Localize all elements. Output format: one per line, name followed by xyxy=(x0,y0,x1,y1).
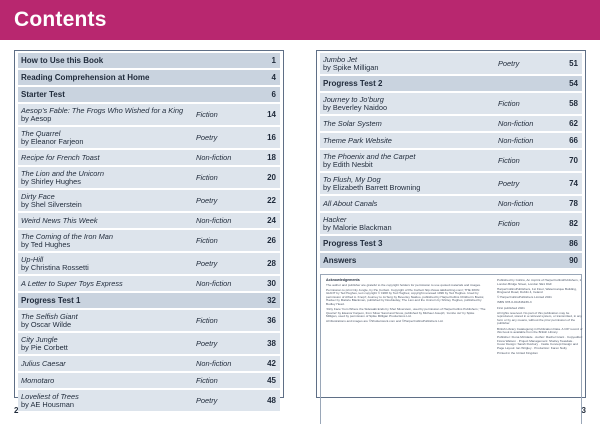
publisher-paragraph: Printed in the United Kingdom xyxy=(497,351,539,356)
entry-title-block xyxy=(21,154,277,162)
entry-title-block xyxy=(323,216,579,232)
contents-section-row xyxy=(18,53,280,68)
entry-page-number: 36 xyxy=(267,315,276,325)
entry-title-block xyxy=(323,240,579,248)
contents-entry-row xyxy=(18,333,280,354)
entry-title-block xyxy=(21,57,277,65)
entry-title: Reading Comprehension at Home xyxy=(21,72,150,82)
entry-title-block xyxy=(323,137,579,145)
entry-genre: Non-fiction xyxy=(196,215,232,225)
contents-entry-row xyxy=(320,173,582,194)
contents-entry-row xyxy=(320,116,582,131)
entry-page-number: 28 xyxy=(267,258,276,268)
entry-title-block xyxy=(323,257,579,265)
entry-title: Answers xyxy=(323,255,357,265)
entry-title: Up-Hill xyxy=(21,254,44,264)
contents-section-row xyxy=(320,253,582,268)
entry-title-block xyxy=(21,91,277,99)
entry-title-block xyxy=(323,80,579,88)
publisher-paragraph: First published 2021 xyxy=(497,305,525,310)
entry-page-number: 51 xyxy=(569,58,578,68)
contents-entry-row xyxy=(320,53,582,74)
publisher-paragraph: British Library Cataloguing in Publication Data. A CIP record of this book is available from the British Library. xyxy=(497,326,583,335)
entry-genre: Fiction xyxy=(196,315,218,325)
publisher-paragraph: Published by Collins, An imprint of HarperCollinsPublishers, 1 London Bridge Street, London SE1 9GF xyxy=(497,278,582,286)
acknowledgements-title: Acknowledgements xyxy=(326,278,360,282)
publisher-paragraph: All rights reserved. No part of this publication may be reproduced, stored in a retrieval system, or transmitted, in any form or by any means, without the prior permission of the publisher. xyxy=(497,310,582,326)
entry-page-number: 86 xyxy=(569,238,578,248)
ack-paragraph: All illustrations and images are ©Shutterstock.com and ©HarperCollinsPublishers Ltd. xyxy=(326,319,444,324)
entry-author: by Christina Rossetti xyxy=(21,262,89,272)
contents-entry-row xyxy=(18,127,280,148)
entry-page-number: 45 xyxy=(267,375,276,385)
entry-page-number: 38 xyxy=(267,338,276,348)
entry-author: by Oscar Wilde xyxy=(21,319,72,329)
entry-page-number: 1 xyxy=(271,55,276,65)
entry-genre: Fiction xyxy=(498,155,520,165)
page-number-right: 3 xyxy=(581,406,586,415)
entry-author: by Malorie Blackman xyxy=(323,222,392,232)
contents-list-right xyxy=(320,53,582,270)
contents-section-row xyxy=(18,70,280,85)
entry-title-block xyxy=(21,377,277,385)
entry-genre: Fiction xyxy=(196,235,218,245)
entry-title: The Solar System xyxy=(323,118,382,128)
entry-genre: Poetry xyxy=(196,258,218,268)
entry-title-block xyxy=(21,217,277,225)
entry-author: by Ted Hughes xyxy=(21,239,71,249)
entry-page-number: 14 xyxy=(267,109,276,119)
entry-title-block xyxy=(323,153,579,169)
acknowledgements-column-right xyxy=(497,279,583,357)
entry-page-number: 6 xyxy=(271,89,276,99)
entry-title-block xyxy=(21,107,277,123)
entry-genre: Fiction xyxy=(196,375,218,385)
contents-entry-row xyxy=(18,390,280,411)
entry-title-block xyxy=(323,200,579,208)
contents-entry-row xyxy=(18,230,280,251)
entry-title-block xyxy=(323,96,579,112)
publisher-paragraph: ISBN 978-0-00-846236-3 xyxy=(497,300,532,305)
entry-page-number: 58 xyxy=(569,98,578,108)
ack-paragraph: Permission to print City Jungle, by Pie Corbett. Copyright of Pie Corbett http://www.talk4writing.com/; THE IRON GIANT by Ted Hughes, text copyright © 1968 by Ted Hughes; copyright renewed 1996 by Ted Hughes. Used by permission of Alfred A. Knopf; Journey to Jo’burg by Beverley Naidoo, published by HarperCollins Children’s Books; Hacker by Malorie Blackman, published by Doubleday; The Lion and the Unicorn by Shirley Hughes, published by Bodley Head. xyxy=(326,287,485,307)
entry-page-number: 24 xyxy=(267,215,276,225)
entry-title-block xyxy=(21,393,277,409)
contents-list-left xyxy=(18,53,280,413)
entry-title: City Jungle xyxy=(21,334,58,344)
entry-title-block xyxy=(21,280,277,288)
entry-title: Weird News This Week xyxy=(21,215,98,225)
entry-genre: Non-fiction xyxy=(196,358,232,368)
entry-page-number: 4 xyxy=(271,72,276,82)
entry-title-block xyxy=(21,74,277,82)
entry-title: Aesop’s Fable: The Frogs Who Wished for a King xyxy=(21,105,184,115)
entry-genre: Poetry xyxy=(196,195,218,205)
contents-entry-row xyxy=(320,150,582,171)
entry-title: The Phoenix and the Carpet xyxy=(323,151,416,161)
contents-entry-row xyxy=(18,253,280,274)
entry-genre: Non-fiction xyxy=(498,135,534,145)
contents-entry-row xyxy=(18,213,280,228)
entry-genre: Fiction xyxy=(196,172,218,182)
entry-title: Starter Test xyxy=(21,89,65,99)
contents-entry-row xyxy=(18,310,280,331)
entry-genre: Poetry xyxy=(498,58,520,68)
contents-entry-row xyxy=(18,356,280,371)
entry-title-block xyxy=(21,297,277,305)
contents-entry-row xyxy=(18,150,280,165)
entry-title-block xyxy=(21,233,277,249)
contents-section-row xyxy=(18,293,280,308)
entry-title: Momotaro xyxy=(21,375,55,385)
entry-page-number: 90 xyxy=(569,255,578,265)
entry-author: by Shel Silverstein xyxy=(21,199,82,209)
entry-genre: Fiction xyxy=(498,98,520,108)
entry-title: To Flush, My Dog xyxy=(323,174,381,184)
entry-genre: Fiction xyxy=(498,218,520,228)
contents-entry-row xyxy=(18,276,280,291)
contents-entry-row xyxy=(320,133,582,148)
page-title: Contents xyxy=(14,8,107,31)
entry-title: The Coming of the Iron Man xyxy=(21,231,114,241)
entry-page-number: 70 xyxy=(569,155,578,165)
entry-page-number: 42 xyxy=(267,358,276,368)
entry-page-number: 82 xyxy=(569,218,578,228)
publisher-paragraph: © HarperCollinsPublishers Limited 2021 xyxy=(497,295,552,300)
entry-title: All About Canals xyxy=(323,198,378,208)
entry-author: by AE Housman xyxy=(21,399,74,409)
acknowledgements-box xyxy=(320,274,582,424)
entry-page-number: 26 xyxy=(267,235,276,245)
entry-page-number: 18 xyxy=(267,152,276,162)
entry-author: by Spike Milligan xyxy=(323,62,379,72)
entry-page-number: 74 xyxy=(569,178,578,188)
entry-title-block xyxy=(21,256,277,272)
contents-panel-right xyxy=(316,50,586,398)
entry-title: The Lion and the Unicorn xyxy=(21,168,104,178)
entry-title: Theme Park Website xyxy=(323,135,392,145)
entry-page-number: 30 xyxy=(267,278,276,288)
entry-author: by Aesop xyxy=(21,113,52,123)
entry-page-number: 16 xyxy=(267,132,276,142)
entry-title-block xyxy=(21,336,277,352)
entry-title: Hacker xyxy=(323,214,347,224)
entry-title: Progress Test 1 xyxy=(21,295,81,305)
entry-page-number: 78 xyxy=(569,198,578,208)
entry-genre: Poetry xyxy=(196,338,218,348)
entry-author: by Elizabeth Barrett Browning xyxy=(323,182,421,192)
entry-title-block xyxy=(21,193,277,209)
entry-title: A Letter to Super Toys Express xyxy=(21,278,123,288)
entry-genre: Non-fiction xyxy=(498,198,534,208)
entry-title: Progress Test 3 xyxy=(323,238,383,248)
contents-entry-row xyxy=(320,213,582,234)
entry-title: Julius Caesar xyxy=(21,358,66,368)
entry-genre: Non-fiction xyxy=(196,152,232,162)
contents-entry-row xyxy=(18,190,280,211)
entry-title: How to Use this Book xyxy=(21,55,104,65)
entry-page-number: 48 xyxy=(267,395,276,405)
entry-author: by Pie Corbett xyxy=(21,342,68,352)
entry-genre: Fiction xyxy=(196,109,218,119)
publisher-paragraph: HarperCollinsPublishers, 1st Floor, Watermarque Building, Ringsend Road, Dublin 4, Ireland xyxy=(497,286,577,295)
entry-title-block xyxy=(323,120,579,128)
entry-author: by Beverley Naidoo xyxy=(323,102,388,112)
publisher-paragraph: Publisher: Fiona McGlade · Author: Rachel Grant · Copyeditor: Fiona Watson · Project Management: Shelley Teasdale · Cover Design: Sarah Duxbury · Inside Concept Design and Page Layout: Ian Wrigley · Production: Karen Nulty xyxy=(497,335,583,350)
contents-banner xyxy=(0,0,600,40)
entry-page-number: 22 xyxy=(267,195,276,205)
contents-entry-row xyxy=(320,93,582,114)
entry-title: Recipe for French Toast xyxy=(21,152,100,162)
entry-title: Progress Test 2 xyxy=(323,78,383,88)
entry-page-number: 62 xyxy=(569,118,578,128)
contents-section-row xyxy=(320,236,582,251)
entry-genre: Non-fiction xyxy=(498,118,534,128)
entry-page-number: 20 xyxy=(267,172,276,182)
entry-title-block xyxy=(21,170,277,186)
contents-entry-row xyxy=(320,196,582,211)
contents-panel-left xyxy=(14,50,284,409)
entry-title: Loveliest of Trees xyxy=(21,391,79,401)
ack-paragraph: ‘Dirty Face’ from Where the Sidewalk Ends by Shel Silverstein, used by permission of HarperCollins Publishers; ‘The Quarrel’ by Eleanor Farjeon, from Silver Sand and Snow, published by Michael Joseph; ‘Jumbo Jet’ by Spike Milligan, used by permission of Spike Milligan Productions Ltd. xyxy=(326,307,486,319)
entry-title: The Quarrel xyxy=(21,128,61,138)
entry-page-number: 66 xyxy=(569,135,578,145)
entry-title: Journey to Jo’burg xyxy=(323,94,384,104)
entry-title: Jumbo Jet xyxy=(323,54,358,64)
entry-author: by Shirley Hughes xyxy=(21,176,81,186)
contents-entry-row xyxy=(18,104,280,125)
entry-genre: Poetry xyxy=(196,132,218,142)
contents-section-row xyxy=(320,76,582,91)
contents-entry-row xyxy=(18,373,280,388)
entry-genre: Poetry xyxy=(498,178,520,188)
entry-page-number: 54 xyxy=(569,78,578,88)
entry-author: by Edith Nesbit xyxy=(323,159,373,169)
entry-title-block xyxy=(21,313,277,329)
entry-title: The Selfish Giant xyxy=(21,311,78,321)
entry-author: by Eleanor Farjeon xyxy=(21,136,84,146)
entry-genre: Poetry xyxy=(196,395,218,405)
acknowledgements-column-left xyxy=(326,279,486,326)
entry-page-number: 32 xyxy=(267,295,276,305)
ack-paragraph: The author and publisher are grateful to the copyright holders for permission to use quoted materials and images. xyxy=(326,282,481,287)
entry-genre: Non-fiction xyxy=(196,278,232,288)
entry-title: Dirty Face xyxy=(21,191,55,201)
entry-title-block xyxy=(323,56,579,72)
contents-section-row xyxy=(18,87,280,102)
page-number-left: 2 xyxy=(14,406,19,415)
contents-entry-row xyxy=(18,167,280,188)
entry-title-block xyxy=(323,176,579,192)
entry-title-block xyxy=(21,130,277,146)
entry-title-block xyxy=(21,360,277,368)
